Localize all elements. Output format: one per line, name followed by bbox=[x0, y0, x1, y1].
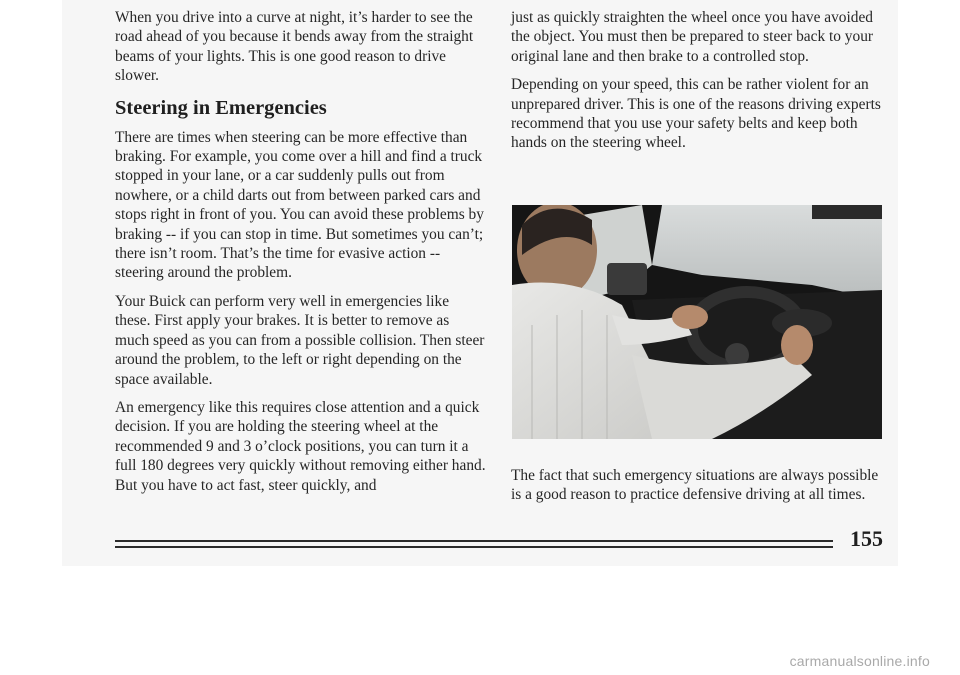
right-column bbox=[511, 8, 891, 162]
driver-hands-on-wheel-illustration bbox=[512, 205, 882, 439]
buick-paragraph: Your Buick can perform very well in emergencies like these. First apply your brakes. It is better to remove as much speed as you can from a possible collision. Then steer around the problem, to the left or right depending on the space available. bbox=[115, 292, 485, 388]
section-heading: Steering in Emergencies bbox=[115, 96, 327, 119]
steering-paragraph: There are times when steering can be more effective than braking. For example, you come over a hill and find a truck stopped in your lane, or a car suddenly pulls out from nowhere, or a child darts out from between parked cars and stops right in front of you. You can avoid these problems by braking -- if you can stop in time. But sometimes you can’t; there isn’t room. That’s the time for evasive action -- steering around the problem. bbox=[115, 128, 484, 282]
speed-paragraph: Depending on your speed, this can be rather violent for an unprepared driver. This is one of the reasons driving experts recommend that you use your safety belts and keep both hands on the steering wheel. bbox=[511, 76, 881, 152]
page-number: 155 bbox=[850, 526, 883, 551]
site-watermark: carmanualsonline.info bbox=[789, 653, 930, 669]
photo-caption: The fact that such emergency situations are always possible is a good reason to practice defensive driving at all times. bbox=[511, 467, 879, 504]
driver-photo bbox=[512, 205, 882, 439]
footer-rule-top bbox=[115, 540, 833, 542]
intro-paragraph: When you drive into a curve at night, it’s harder to see the road ahead of you because it bends away from the straight beams of your lights. This is one good reason to drive slower. bbox=[115, 9, 474, 85]
emergency-paragraph: An emergency like this requires close attention and a quick decision. If you are holding the steering wheel at the recommended 9 and 3 o’clock positions, you can turn it a full 180 degrees very quickly without removing either hand. But you have to act fast, steer quickly, and bbox=[115, 398, 486, 494]
continuation-paragraph: just as quickly straighten the wheel once you have avoided the object. You must then be prepared to steer back to your original lane and then brake to a controlled stop. bbox=[511, 9, 874, 65]
footer-rule-bottom bbox=[115, 546, 833, 548]
left-column bbox=[115, 8, 487, 504]
